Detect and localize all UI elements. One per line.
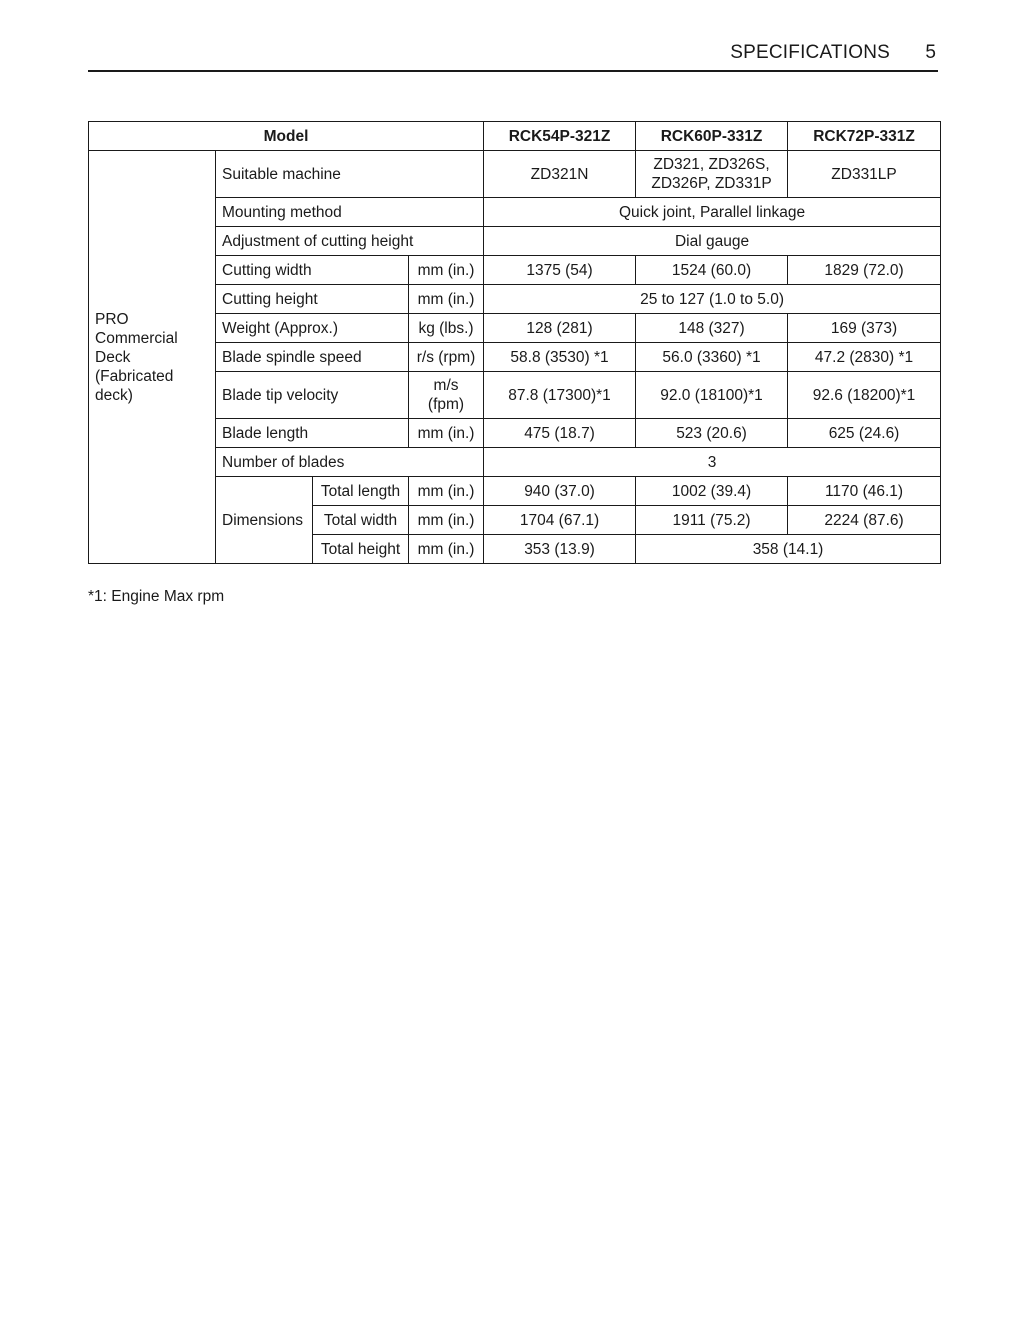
blade-length-value-3: 625 (24.6) <box>788 419 941 448</box>
section-title: SPECIFICATIONS <box>730 42 890 63</box>
table-row <box>89 372 941 419</box>
table-row <box>89 314 941 343</box>
cutting-width-value-3: 1829 (72.0) <box>788 256 941 285</box>
suitable-machine-label: Suitable machine <box>216 151 484 198</box>
cutting-height-value: 25 to 127 (1.0 to 5.0) <box>484 285 941 314</box>
tip-velocity-unit: m/s (fpm) <box>409 372 484 419</box>
total-width-value-2: 1911 (75.2) <box>636 506 788 535</box>
table-row <box>89 477 941 506</box>
table-row <box>89 448 941 477</box>
cutting-height-label: Cutting height <box>216 285 409 314</box>
blade-length-label: Blade length <box>216 419 409 448</box>
deck-category-cell: PRO Commercial Deck (Fabricated deck) <box>89 151 216 564</box>
blade-length-value-1: 475 (18.7) <box>484 419 636 448</box>
table-row <box>89 285 941 314</box>
model-1-header: RCK54P-321Z <box>484 122 636 151</box>
adjustment-label: Adjustment of cutting height <box>216 227 484 256</box>
total-height-value-1: 353 (13.9) <box>484 535 636 564</box>
cutting-height-unit: mm (in.) <box>409 285 484 314</box>
mounting-method-label: Mounting method <box>216 198 484 227</box>
table-row <box>89 419 941 448</box>
total-width-label: Total width <box>313 506 409 535</box>
total-length-value-1: 940 (37.0) <box>484 477 636 506</box>
weight-unit: kg (lbs.) <box>409 314 484 343</box>
total-width-value-3: 2224 (87.6) <box>788 506 941 535</box>
weight-value-2: 148 (327) <box>636 314 788 343</box>
cutting-width-label: Cutting width <box>216 256 409 285</box>
spindle-speed-value-2: 56.0 (3360) *1 <box>636 343 788 372</box>
dimensions-label: Dimensions <box>216 477 313 564</box>
total-length-unit: mm (in.) <box>409 477 484 506</box>
tip-velocity-value-3: 92.6 (18200)*1 <box>788 372 941 419</box>
table-row <box>89 256 941 285</box>
total-length-label: Total length <box>313 477 409 506</box>
adjustment-value: Dial gauge <box>484 227 941 256</box>
page-number: 5 <box>925 42 936 63</box>
model-2-header: RCK60P-331Z <box>636 122 788 151</box>
total-height-unit: mm (in.) <box>409 535 484 564</box>
spindle-speed-label: Blade spindle speed <box>216 343 409 372</box>
weight-label: Weight (Approx.) <box>216 314 409 343</box>
number-of-blades-value: 3 <box>484 448 941 477</box>
number-of-blades-label: Number of blades <box>216 448 484 477</box>
page-header <box>88 42 938 72</box>
cutting-width-value-2: 1524 (60.0) <box>636 256 788 285</box>
blade-length-unit: mm (in.) <box>409 419 484 448</box>
table-row <box>89 151 941 198</box>
weight-value-1: 128 (281) <box>484 314 636 343</box>
footnote: *1: Engine Max rpm <box>88 588 225 605</box>
table-row <box>89 227 941 256</box>
mounting-method-value: Quick joint, Parallel linkage <box>484 198 941 227</box>
weight-value-3: 169 (373) <box>788 314 941 343</box>
tip-velocity-value-1: 87.8 (17300)*1 <box>484 372 636 419</box>
total-height-label: Total height <box>313 535 409 564</box>
blade-length-value-2: 523 (20.6) <box>636 419 788 448</box>
spindle-speed-value-1: 58.8 (3530) *1 <box>484 343 636 372</box>
cutting-width-value-1: 1375 (54) <box>484 256 636 285</box>
spindle-speed-unit: r/s (rpm) <box>409 343 484 372</box>
total-width-unit: mm (in.) <box>409 506 484 535</box>
model-3-header: RCK72P-331Z <box>788 122 941 151</box>
total-length-value-3: 1170 (46.1) <box>788 477 941 506</box>
table-row <box>89 198 941 227</box>
suitable-machine-value-2: ZD321, ZD326S, ZD326P, ZD331P <box>636 151 788 198</box>
total-height-value-2: 358 (14.1) <box>636 535 941 564</box>
specifications-table <box>88 121 941 564</box>
table-row <box>89 343 941 372</box>
spindle-speed-value-3: 47.2 (2830) *1 <box>788 343 941 372</box>
suitable-machine-value-3: ZD331LP <box>788 151 941 198</box>
tip-velocity-label: Blade tip velocity <box>216 372 409 419</box>
table-header-row <box>89 122 941 151</box>
total-length-value-2: 1002 (39.4) <box>636 477 788 506</box>
tip-velocity-value-2: 92.0 (18100)*1 <box>636 372 788 419</box>
total-width-value-1: 1704 (67.1) <box>484 506 636 535</box>
cutting-width-unit: mm (in.) <box>409 256 484 285</box>
model-header: Model <box>89 122 484 151</box>
suitable-machine-value-1: ZD321N <box>484 151 636 198</box>
